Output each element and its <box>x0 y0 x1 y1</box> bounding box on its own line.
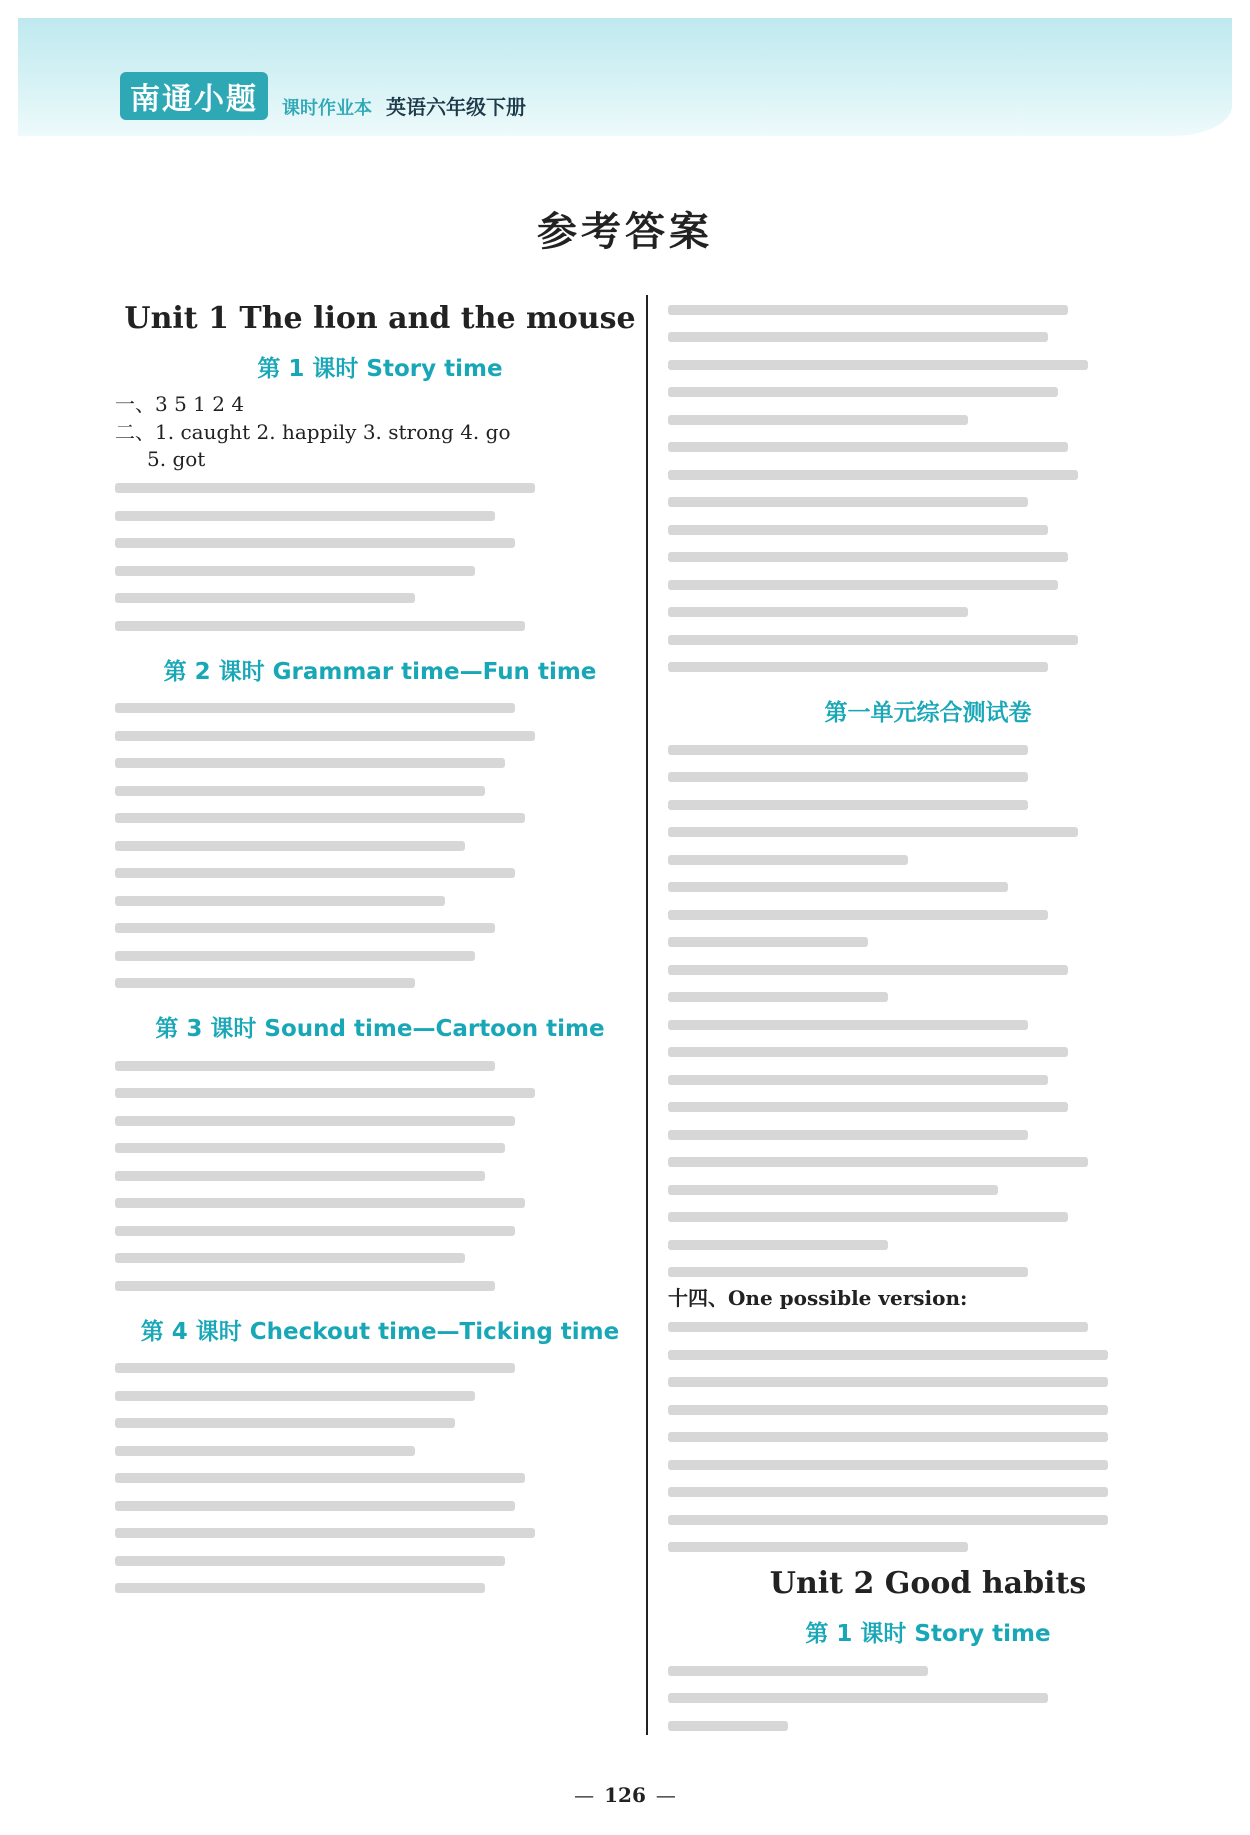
placeholder-line <box>668 983 1188 1011</box>
placeholder-line <box>668 928 1188 956</box>
placeholder-line <box>668 735 1188 763</box>
unit-title: Unit 1 The lion and the mouse <box>124 301 636 336</box>
placeholder-line <box>668 1684 1188 1712</box>
placeholder-line <box>115 969 645 997</box>
section-title: 第 1 课时 Story time <box>257 356 503 382</box>
placeholder-line <box>668 1148 1188 1176</box>
placeholder-line <box>115 694 645 722</box>
book-title: 英语六年级下册 <box>386 95 526 119</box>
column-divider <box>646 295 648 1735</box>
placeholder-line <box>668 900 1188 928</box>
placeholder-line <box>115 721 645 749</box>
placeholder-line <box>115 556 645 584</box>
placeholder-line <box>115 1134 645 1162</box>
placeholder-line <box>115 1244 645 1272</box>
placeholder-line <box>668 1093 1188 1121</box>
placeholder-line <box>115 1354 645 1382</box>
placeholder-line <box>668 1230 1188 1258</box>
placeholder-line <box>668 1533 1188 1561</box>
placeholder-line <box>668 763 1188 791</box>
placeholder-line <box>668 323 1188 351</box>
brand-block <box>120 72 526 120</box>
section-title: 第 1 课时 Story time <box>805 1621 1051 1647</box>
placeholder-line <box>115 914 645 942</box>
placeholder-line <box>668 515 1188 543</box>
placeholder-line <box>668 1258 1188 1286</box>
placeholder-line <box>115 749 645 777</box>
page-title: 参考答案 <box>537 209 713 255</box>
page-number: — 126 — <box>0 1783 1250 1807</box>
test-title: 第一单元综合测试卷 <box>824 700 1032 726</box>
placeholder-line <box>668 488 1188 516</box>
placeholder-line <box>115 859 645 887</box>
placeholder-line <box>668 433 1188 461</box>
placeholder-line <box>668 1505 1188 1533</box>
placeholder-line <box>115 1464 645 1492</box>
answer-line: 5. got <box>147 447 206 471</box>
placeholder-line <box>668 1010 1188 1038</box>
placeholder-line <box>115 1106 645 1134</box>
placeholder-line <box>115 1051 645 1079</box>
brand-logo: 南通小题 <box>120 72 268 120</box>
section-title: 第 4 课时 Checkout time—Ticking time <box>140 1318 620 1345</box>
placeholder-line <box>115 1216 645 1244</box>
placeholder-line <box>115 1491 645 1519</box>
answer-line: 二、1. caught 2. happily 3. strong 4. go <box>115 419 511 444</box>
placeholder-line <box>668 790 1188 818</box>
placeholder-line <box>668 405 1188 433</box>
placeholder-line <box>668 1038 1188 1066</box>
placeholder-line <box>115 611 645 639</box>
placeholder-line <box>668 460 1188 488</box>
placeholder-line <box>115 1519 645 1547</box>
placeholder-line <box>668 1175 1188 1203</box>
placeholder-line <box>115 1381 645 1409</box>
placeholder-line <box>115 886 645 914</box>
placeholder-line <box>115 1436 645 1464</box>
placeholder-line <box>668 570 1188 598</box>
placeholder-line <box>115 941 645 969</box>
placeholder-line <box>668 625 1188 653</box>
placeholder-line <box>668 1340 1188 1368</box>
placeholder-line <box>115 776 645 804</box>
placeholder-line <box>115 474 645 502</box>
placeholder-line <box>115 804 645 832</box>
placeholder-line <box>668 845 1188 873</box>
placeholder-line <box>668 295 1188 323</box>
placeholder-line <box>668 1313 1188 1341</box>
unit-title: Unit 2 Good habits <box>769 1566 1087 1601</box>
section-title: 第 2 课时 Grammar time—Fun time <box>163 658 597 685</box>
right-column <box>668 295 1188 1739</box>
placeholder-line <box>115 1574 645 1602</box>
placeholder-line <box>668 1711 1188 1739</box>
placeholder-line <box>668 1395 1188 1423</box>
placeholder-line <box>668 1120 1188 1148</box>
placeholder-line <box>668 543 1188 571</box>
placeholder-line <box>115 529 645 557</box>
placeholder-line <box>115 501 645 529</box>
placeholder-line <box>668 378 1188 406</box>
left-column <box>115 295 645 1601</box>
answer-line: 一、3 5 1 2 4 <box>115 392 245 416</box>
placeholder-line <box>668 350 1188 378</box>
placeholder-line <box>115 831 645 859</box>
placeholder-line <box>668 1478 1188 1506</box>
section-title: 第 3 课时 Sound time—Cartoon time <box>155 1016 605 1042</box>
placeholder-line <box>668 1423 1188 1451</box>
essay-label: 十四、One possible version: <box>668 1286 968 1310</box>
placeholder-line <box>115 1546 645 1574</box>
placeholder-line <box>115 1079 645 1107</box>
placeholder-line <box>668 818 1188 846</box>
brand-subtitle: 课时作业本 <box>282 98 372 119</box>
placeholder-line <box>668 1203 1188 1231</box>
placeholder-line <box>115 584 645 612</box>
placeholder-line <box>668 1656 1188 1684</box>
placeholder-line <box>115 1409 645 1437</box>
placeholder-line <box>668 598 1188 626</box>
placeholder-line <box>115 1161 645 1189</box>
placeholder-line <box>668 955 1188 983</box>
placeholder-line <box>668 1450 1188 1478</box>
placeholder-line <box>668 653 1188 681</box>
placeholder-line <box>668 1065 1188 1093</box>
placeholder-line <box>668 1368 1188 1396</box>
placeholder-line <box>115 1271 645 1299</box>
placeholder-line <box>115 1189 645 1217</box>
placeholder-line <box>668 873 1188 901</box>
